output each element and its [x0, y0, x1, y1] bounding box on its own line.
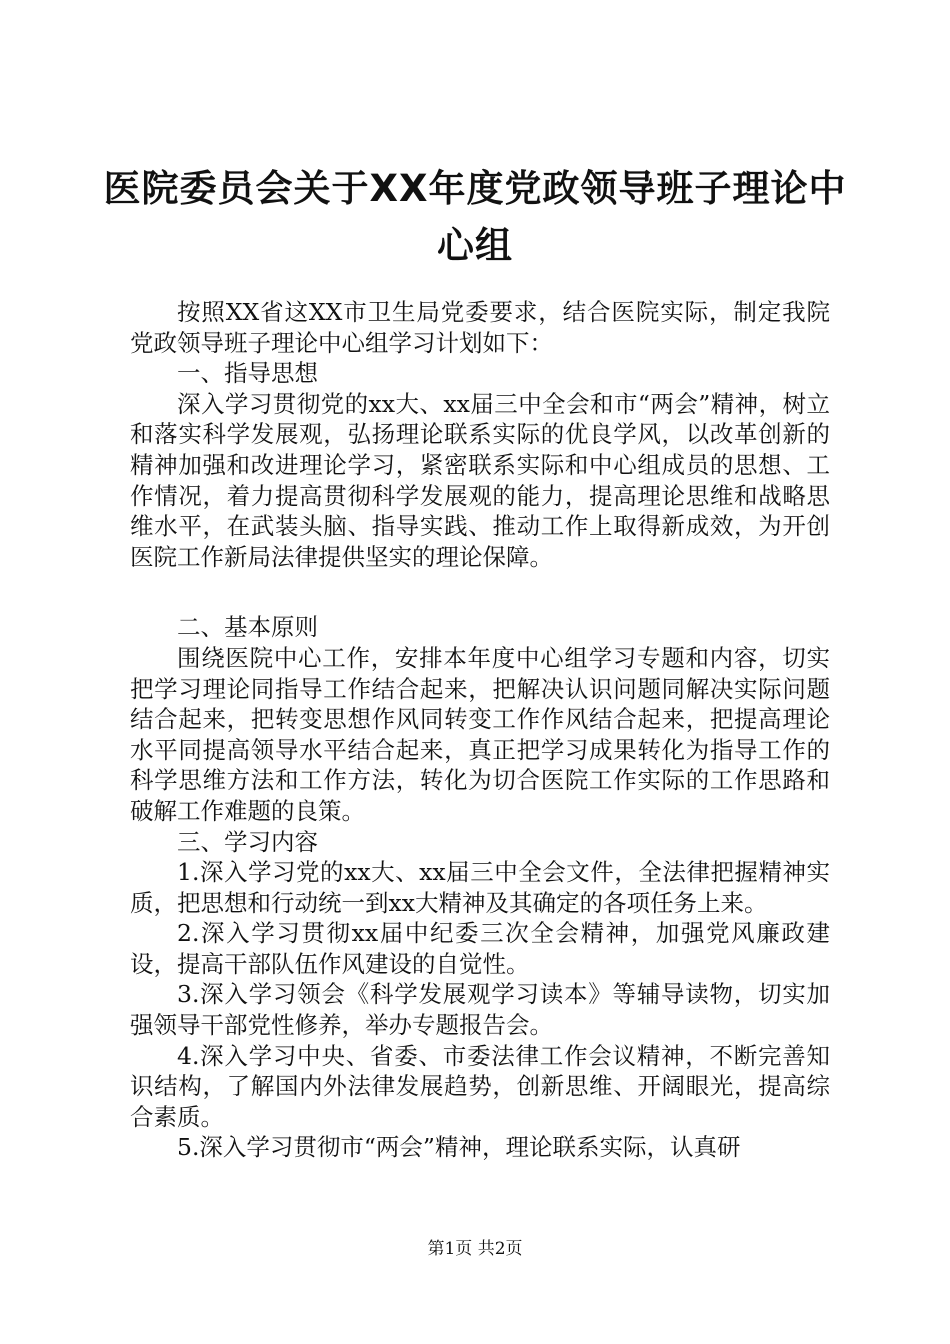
document-title-line-1: 医院委员会关于XX年度党政领导班子理论中 — [103, 167, 847, 210]
guiding-ideology-paragraph: 深入学习贯彻党的xx大、xx届三中全会和市“两会”精神，树立和落实科学发展观，弘扬理论联系实际的优良学风，以改革创新的精神加强和改进理论学习，紧密联系实际和中心组成员的思想、工作情况，着力提高贯彻科学发展观的能力，提高理论思维和战略思维水平，在武装头脑、指导实践、推动工作上取得新成效，为开创医院工作新局法律提供坚实的理论保障。 — [130, 389, 830, 571]
document-title-line-2: 心组 — [437, 224, 513, 267]
study-item-2: 2.深入学习贯彻xx届中纪委三次全会精神，加强党风廉政建设，提高干部队伍作风建设的自觉性。 — [130, 919, 830, 978]
study-item-5: 5.深入学习贯彻市“两会”精神，理论联系实际，认真研 — [177, 1133, 741, 1162]
section-heading-study-content: 三、学习内容 — [177, 827, 318, 856]
intro-paragraph: 按照XX省这XX市卫生局党委要求，结合医院实际，制定我院党政领导班子理论中心组学习计划如下： — [130, 298, 830, 357]
basic-principles-paragraph: 围绕医院中心工作，安排本年度中心组学习专题和内容，切实把学习理论同指导工作结合起来，把解决认识问题同解决实际问题结合起来，把转变思想作风同转变工作作风结合起来，把提高理论水平同提高领导水平结合起来，真正把学习成果转化为指导工作的科学思维方法和工作方法，转化为切合医院工作实际的工作思路和破解工作难题的良策。 — [130, 643, 830, 825]
study-item-1: 1.深入学习党的xx大、xx届三中全会文件，全法律把握精神实质，把思想和行动统一到xx大精神及其确定的各项任务上来。 — [130, 858, 830, 917]
page-number-footer: 第1页 共2页 — [427, 1239, 523, 1259]
study-item-3: 3.深入学习领会《科学发展观学习读本》等辅导读物，切实加强领导干部党性修养，举办专题报告会。 — [130, 980, 830, 1040]
document-body — [130, 297, 830, 1163]
study-item-4: 4.深入学习中央、省委、市委法律工作会议精神，不断完善知识结构，了解国内外法律发展趋势，创新思维、开阔眼光，提高综合素质。 — [130, 1041, 830, 1131]
section-heading-basic-principles: 二、基本原则 — [177, 613, 318, 642]
section-heading-guiding-ideology: 一、指导思想 — [177, 359, 318, 388]
